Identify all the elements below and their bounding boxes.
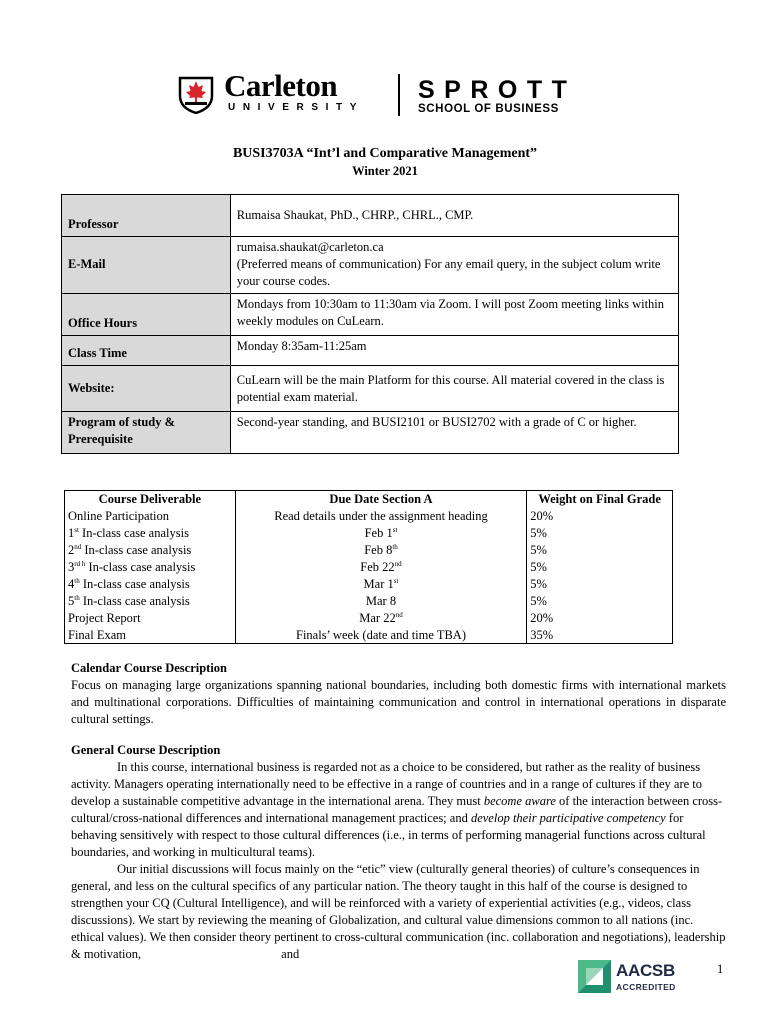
program-label: Program of study & Prerequisite [62, 412, 231, 454]
weight-cell: 5% [527, 525, 673, 542]
office-hours-label: Office Hours [62, 294, 231, 336]
weight-column-header: Weight on Final Grade [527, 491, 673, 508]
table-row [65, 559, 673, 576]
deliverable-cell: 5th In-class case analysis [65, 593, 236, 610]
page-number: 1 [717, 962, 724, 976]
due-date-cell: Feb 8th [235, 542, 526, 559]
due-date-cell: Mar 8 [235, 593, 526, 610]
table-row [65, 525, 673, 542]
email-note: (Preferred means of communication) For any email query, in the subject colum write your course codes. [236, 257, 661, 288]
aacsb-name: AACSB [616, 961, 675, 980]
general-p1-text-c: for behaving sensitively with respect to those cultural differences (i.e., in terms of performing managerial functions across cultural boundaries, and working in multicultural teams). [71, 811, 706, 859]
course-info-table [61, 194, 679, 454]
sprott-wordmark: SPROTT [418, 76, 577, 104]
info-row-email [62, 237, 679, 294]
calendar-description [71, 660, 726, 728]
carleton-university-label: UNIVERSITY [228, 102, 365, 113]
deliverable-cell: 2nd In-class case analysis [65, 542, 236, 559]
weight-cell: 5% [527, 593, 673, 610]
general-p2-text: Our initial discussions will focus mainly on the “etic” view (culturally general theories) of culture’s consequences in general, and less on the cultural specifics of any particular nation. The theory taught in this half of the course is designed to strengthen your CQ (Cultural Intelligence), and will be reinforced with a variety of experiential activities (e.g., videos, class discussions). We start by reviewing the meaning of Globalization, and cultural value dimensions common to all nations (inc. ethical values). We then consider theory pertinent to cross-cultural communication (inc. collaboration and negotiations), leadership & motivation, [71, 862, 726, 961]
email-value [230, 237, 678, 294]
weight-cell: 5% [527, 576, 673, 593]
website-value: CuLearn will be the main Platform for this course. All material covered in the class is potential exam material. [230, 366, 678, 412]
general-p1-text-b: of the interaction between cross-cultural/cross-national differences and international management practices; and [71, 794, 723, 825]
general-description [71, 742, 726, 963]
class-time-label: Class Time [62, 336, 231, 366]
weight-cell: 5% [527, 559, 673, 576]
due-date-cell: Mar 22nd [235, 610, 526, 627]
info-row-website [62, 366, 679, 412]
info-row-professor [62, 195, 679, 237]
table-row [65, 542, 673, 559]
table-row [65, 593, 673, 610]
carleton-wordmark: Carleton [224, 68, 338, 103]
general-p1-text-a: In this course, international business is regarded not as a choice to be considered, but rather as the reality of business activity. Managers operating internationally need to be effective in a range of countries and in a range of cultures if they are to develop a sustainable competitive advantage in the international arena. They must [71, 760, 702, 808]
carleton-crest-icon [176, 74, 216, 114]
course-term: Winter 2021 [352, 164, 418, 178]
deliverable-cell: Project Report [65, 610, 236, 627]
info-row-office-hours [62, 294, 679, 336]
calendar-body: Focus on managing large organizations spanning national boundaries, including both domestic firms with international markets and multinational corporations. Difficulties of maintaining communication and control in international operations in disparate cultural settings. [71, 678, 726, 726]
due-date-cell: Finals’ week (date and time TBA) [235, 627, 526, 644]
class-time-value: Monday 8:35am-11:25am [230, 336, 678, 366]
email-label: E-Mail [62, 237, 231, 294]
website-label: Website: [62, 366, 231, 412]
due-date-cell: Mar 1st [235, 576, 526, 593]
course-title: BUSI3703A “Int’l and Comparative Management” [232, 146, 538, 161]
due-date-column-header: Due Date Section A [235, 491, 526, 508]
table-row [65, 576, 673, 593]
general-heading: General Course Description [71, 743, 221, 757]
info-row-class-time [62, 336, 679, 366]
deliverable-cell: 4th In-class case analysis [65, 576, 236, 593]
table-row [65, 508, 673, 525]
program-value: Second-year standing, and BUSI2101 or BUSI2702 with a grade of C or higher. [230, 412, 678, 454]
due-date-cell: Read details under the assignment heading [235, 508, 526, 525]
weight-cell: 20% [527, 610, 673, 627]
header-logos [176, 68, 626, 118]
deliverable-cell: Final Exam [65, 627, 236, 644]
due-date-cell: Feb 22nd [235, 559, 526, 576]
weight-cell: 5% [527, 542, 673, 559]
weight-cell: 35% [527, 627, 673, 644]
general-p2-end: and [281, 947, 300, 961]
aacsb-accreditation-badge [578, 960, 684, 996]
table-row [65, 610, 673, 627]
general-paragraph-1 [71, 759, 726, 861]
sprott-school-label: SCHOOL OF BUSINESS [418, 103, 559, 115]
deliverable-cell: 1st In-class case analysis [65, 525, 236, 542]
professor-value: Rumaisa Shaukat, PhD., CHRP., CHRL., CMP. [230, 195, 678, 237]
info-row-program [62, 412, 679, 454]
professor-label: Professor [62, 195, 231, 237]
general-p1-emphasis-2: develop their participative competency [470, 811, 666, 825]
calendar-heading: Calendar Course Description [71, 661, 228, 675]
deliverables-body [65, 508, 673, 644]
deliverable-cell: $3^{rd h}$ In-class case analysis [65, 559, 236, 576]
email-address[interactable]: rumaisa.shaukat@carleton.ca [236, 240, 384, 254]
table-row [65, 627, 673, 644]
deliverable-cell: Online Participation [65, 508, 236, 525]
deliverables-table [64, 490, 673, 644]
logo-divider [398, 74, 400, 116]
deliverables-header-row [65, 491, 673, 508]
deliverable-column-header: Course Deliverable [65, 491, 236, 508]
office-hours-value: Mondays from 10:30am to 11:30am via Zoom. I will post Zoom meeting links within weekly modules on CuLearn. [230, 294, 678, 336]
aacsb-mark-icon [578, 960, 611, 993]
weight-cell: 20% [527, 508, 673, 525]
aacsb-accredited-label: ACCREDITED [616, 982, 676, 992]
general-paragraph-2 [71, 861, 726, 963]
general-p1-emphasis-1: become aware [483, 794, 556, 808]
due-date-cell: Feb 1st [235, 525, 526, 542]
